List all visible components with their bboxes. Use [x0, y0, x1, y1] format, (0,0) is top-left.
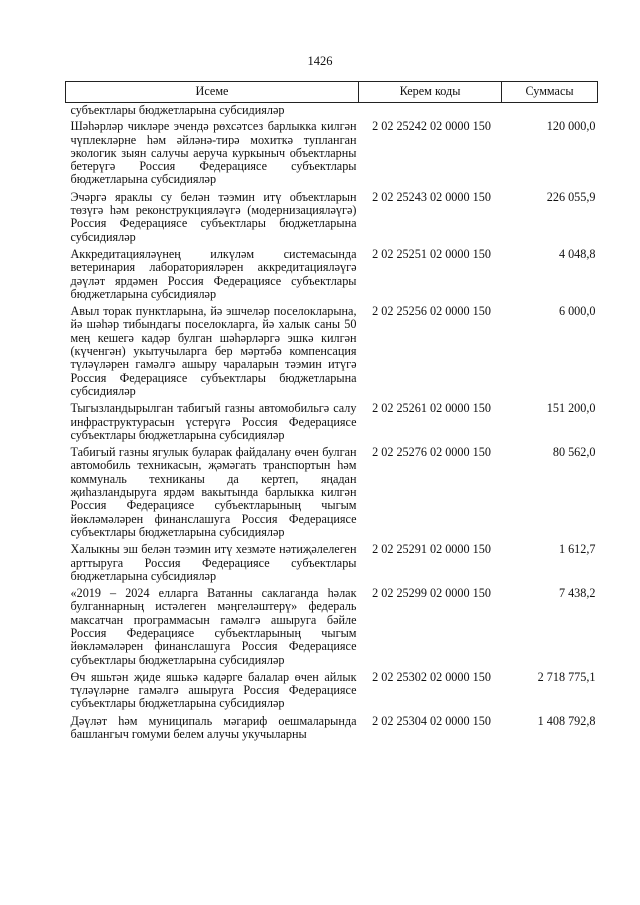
row-name: Өч яшьтән җиде яшькә кадәрге балалар өчен айлык түләүләрне гамәлгә ашыруга Россия Федерациясе субъектлары бюджетларына субсидияләр: [70, 669, 357, 711]
row-code: 2 02 25251 02 0000 150: [372, 246, 491, 261]
row-sum: 1 612,7: [558, 542, 596, 557]
row-sum: 2 718 775,1: [537, 669, 596, 684]
row-code: 2 02 25243 02 0000 150: [372, 189, 491, 204]
row-code: 2 02 25242 02 0000 150: [372, 119, 491, 134]
row-name: «2019 – 2024 елларга Ватанны саклаганда һәлак булганнарның истәлеген мәңгеләштерү» федераль максатчан программасын гамәлгә ашыруга бәйле Россия Федерациясе субъектларының чыгым йөкләмәләрен финанслашуга Россия Федерациясе субъектлары бюджетларына субсидияләр: [70, 586, 357, 667]
continuation-row: [66, 103, 598, 121]
header-name: Исеме: [66, 82, 359, 103]
row-code: 2 02 25276 02 0000 150: [372, 445, 491, 460]
table-row: [66, 120, 598, 190]
table-row: [66, 671, 598, 715]
row-name: Аккредитацияләүнең илкүләм системасында ветеринария лабораторияләрен аккредитацияләүгә дәүләт ярдәмен Россия Федерациясе субъектлары бюджетларына субсидияләр: [70, 246, 357, 301]
table-header-row: [66, 82, 598, 103]
row-sum: 80 562,0: [552, 445, 596, 460]
row-sum: 4 048,8: [558, 246, 596, 261]
row-code: 2 02 25261 02 0000 150: [372, 401, 491, 416]
row-sum: 6 000,0: [558, 304, 596, 319]
continuation-text: субъектлары бюджетларына субсидияләр: [70, 103, 285, 117]
row-sum: 226 055,9: [546, 189, 596, 204]
row-name: Дәүләт һәм муниципаль мәгариф оешмаларында башлангыч гомуми белем алучы укучыларны: [70, 713, 357, 742]
row-sum: 120 000,0: [546, 119, 596, 134]
table-row: [66, 248, 598, 305]
table-row: [66, 587, 598, 671]
row-name: Шәһәрләр чикләре эчендә рөхсәтсез барлыкка килгән чүплекләрне һәм әйләнә-тирә мохиткә тупланган экологик зыян салучы аеруча куркыныч объектларны бетерүгә Россия Федерациясе субъектлары бюджетларына субсидияләр: [70, 119, 357, 187]
table-row: [66, 305, 598, 402]
row-sum: 151 200,0: [546, 401, 596, 416]
row-name: Табигый газны ягулык буларак файдалану өчен булган автомобиль техникасын, җәмәгать транспортын һәм коммуналь техниканы да кертеп, яңадан җиһазландыруга ярдәм вакытында барлыкка килгән Россия Федерациясе субъектларының чыгым йөкләмәләрен финанслашуга Россия Федерациясе субъектлары бюджетларына субсидияләр: [70, 445, 357, 539]
row-name: Халыкны эш белән тәэмин итү хезмәте нәтиҗәлелеген арттыруга Россия Федерациясе субъектлары бюджетларына субсидияләр: [70, 542, 357, 583]
row-code: 2 02 25256 02 0000 150: [372, 304, 491, 319]
row-code: 2 02 25304 02 0000 150: [372, 713, 491, 728]
row-code: 2 02 25291 02 0000 150: [372, 542, 491, 557]
table-row: [66, 715, 598, 746]
budget-table: [65, 81, 598, 745]
page-number: 1426: [307, 54, 333, 68]
table-row: [66, 402, 598, 446]
row-sum: 1 408 792,8: [537, 713, 596, 728]
header-sum: Суммасы: [502, 82, 598, 103]
row-code: 2 02 25302 02 0000 150: [372, 669, 491, 684]
row-code: 2 02 25299 02 0000 150: [372, 586, 491, 601]
table-row: [66, 191, 598, 248]
table-row: [66, 446, 598, 543]
row-sum: 7 438,2: [558, 586, 596, 601]
row-name: Авыл торак пунктларына, йә эшчеләр поселокларына, йә шәһәр тибындагы поселокларга, йә халык саны 50 мең кешегә кадәр булган шәһәрләргә эшкә килгән (күченгән) укытучыларга бер мәртәбә компенсация түләүләрен гамәлгә ашыру чараларын тәэмин итүгә Россия Федерациясе субъектлары бюджетларына субсидияләр: [70, 304, 357, 398]
row-name: Эчәргә яраклы су белән тәэмин итү объектларын төзүгә һәм реконструкцияләүгә (модернизацияләүгә) Россия Федерациясе субъектлары бюджетларына субсидияләр: [70, 189, 357, 244]
row-name: Тыгызландырылган табигый газны автомобильгә салу инфраструктурасын үстерүгә Россия Федерациясе субъектлары бюджетларына субсидияләр: [70, 401, 357, 442]
table-row: [66, 543, 598, 587]
header-code: Керем коды: [359, 82, 502, 103]
